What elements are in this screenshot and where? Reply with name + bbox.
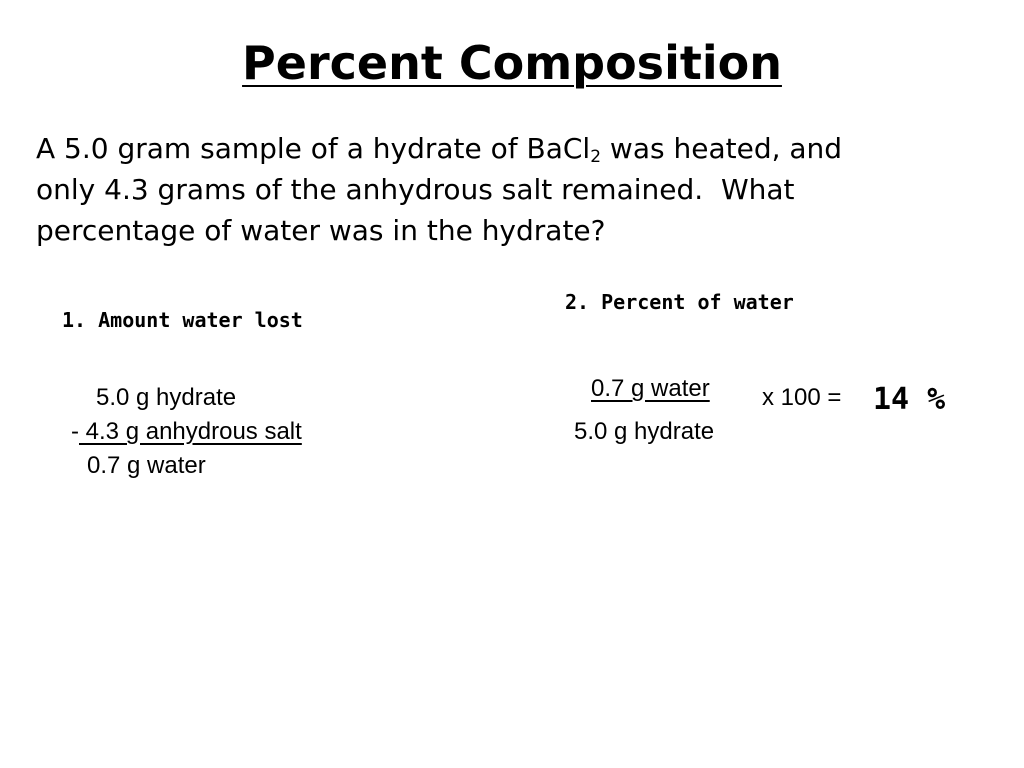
bacl2-subscript: 2 (590, 147, 602, 167)
step2-multiplier: x 100 = (762, 384, 842, 411)
step1-water-mass: 0.7 g water (87, 452, 206, 479)
step1-subtraction-line (71, 418, 302, 446)
step2-denominator: 5.0 g hydrate (574, 418, 715, 445)
slide-title-text: Percent Composition (242, 36, 782, 90)
minus-sign: - (71, 418, 79, 445)
step1-anhydrous-mass: 4.3 g anhydrous salt (79, 418, 302, 445)
problem-line-1 (36, 128, 996, 169)
problem-line-1-end: was heated, and (601, 132, 843, 165)
step2-numerator: 0.7 g water (591, 375, 710, 402)
step1-heading: 1. Amount water lost (62, 308, 303, 332)
problem-line-1-text: A 5.0 gram sample of a hydrate of BaCl (36, 132, 591, 165)
slide-title (0, 36, 1024, 90)
step2-result: 14 % (873, 382, 946, 417)
problem-statement (36, 128, 996, 251)
step1-hydrate-mass: 5.0 g hydrate (96, 384, 237, 411)
step2-heading: 2. Percent of water (565, 290, 794, 314)
problem-line-2: only 4.3 grams of the anhydrous salt remained. What (36, 173, 795, 206)
problem-line-3: percentage of water was in the hydrate? (36, 214, 606, 247)
